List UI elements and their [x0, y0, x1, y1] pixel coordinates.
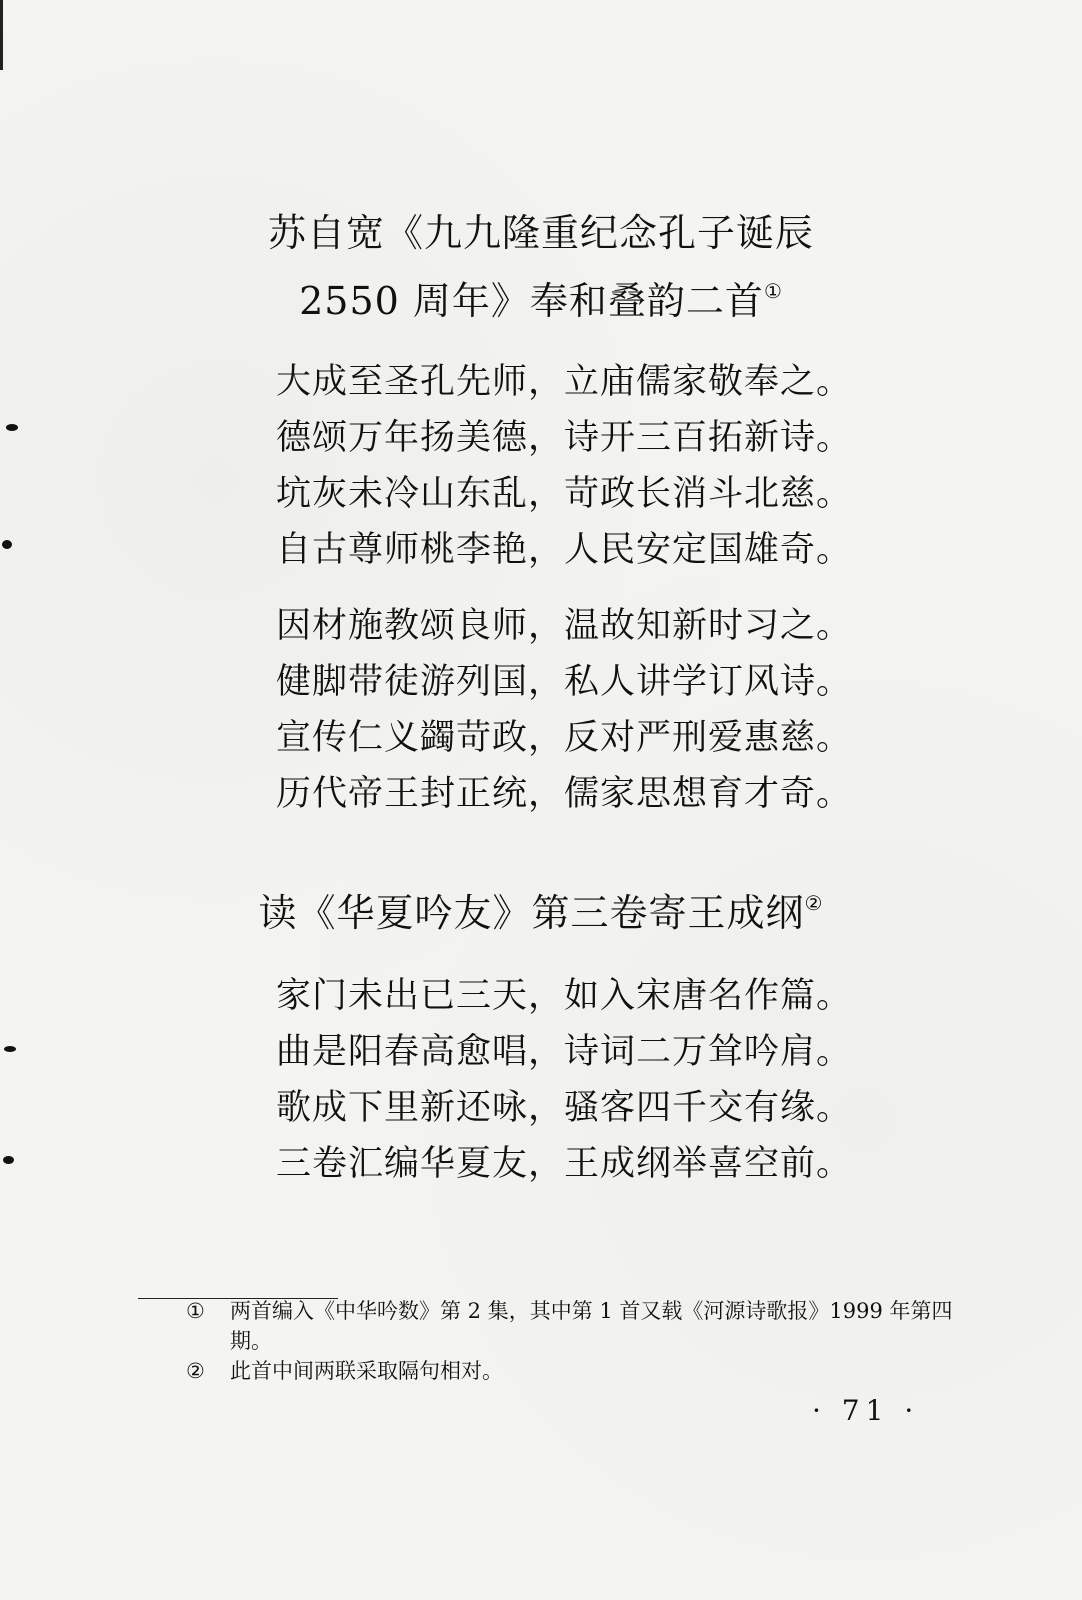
poem1-title-line1: 苏自宽《九九隆重纪念孔子诞辰: [267, 211, 814, 255]
scan-speck: [4, 1046, 16, 1052]
poem-line: 历代帝王封正统，儒家思想育才奇。: [276, 774, 853, 814]
poem1-stanza2: [276, 598, 852, 822]
footnote-mark: ②: [186, 1359, 205, 1383]
poem-line: 曲是阳春高愈唱，诗词二万耸吟肩。: [276, 1032, 853, 1072]
footnote-text: 两首编入《中华吟数》第 2 集，其中第 1 首又载《河源诗歌报》1999 年第四期。: [230, 1299, 953, 1353]
poem-line: 家门未出已三天，如入宋唐名作篇。: [276, 976, 853, 1016]
poem2-title: [0, 874, 1082, 942]
poem-line: 德颂万年扬美德，诗开三百拓新诗。: [276, 418, 853, 458]
footnote-2: [186, 1356, 966, 1386]
scan-speck: [6, 424, 18, 431]
poem-line: 三卷汇编华夏友，王成纲举喜空前。: [276, 1144, 853, 1184]
poem1-title-text: 周年》奉和叠韵二首: [399, 279, 764, 323]
poem2-stanza: [276, 968, 852, 1192]
poem-line: 健脚带徒游列国，私人讲学订风诗。: [276, 662, 853, 702]
poem1-title-number: 2550: [299, 279, 400, 323]
poem-line: 歌成下里新还咏，骚客四千交有缘。: [276, 1088, 853, 1128]
poem-line: 因材施教颂良师，温故知新时习之。: [276, 606, 853, 646]
scan-speck: [2, 540, 12, 549]
poem2-title-text: 读《华夏吟友》第三卷寄王成纲: [258, 891, 805, 935]
footnote-ref-2[interactable]: ②: [804, 891, 824, 915]
poem-line: 宣传仁义蠲苛政，反对严刑爱惠慈。: [276, 718, 853, 758]
footnote-1: [186, 1296, 966, 1356]
poem-line: 大成至圣孔先师，立庙儒家敬奉之。: [276, 362, 853, 402]
poem1-title-line2: [0, 262, 1082, 330]
poem-line: 自古尊师桃李艳，人民安定国雄奇。: [276, 530, 853, 570]
scan-speck: [3, 1156, 14, 1164]
footnote-mark: ①: [186, 1299, 205, 1323]
footnote-text: 此首中间两联采取隔句相对。: [230, 1359, 503, 1383]
scan-edge-mark: [0, 0, 3, 70]
page-number: · 71 ·: [812, 1394, 920, 1427]
footnote-ref-1[interactable]: ①: [763, 279, 783, 303]
poem-line: 坑灰未冷山东乱，苛政长消斗北慈。: [276, 474, 853, 514]
poem1-stanza1: [276, 354, 852, 578]
